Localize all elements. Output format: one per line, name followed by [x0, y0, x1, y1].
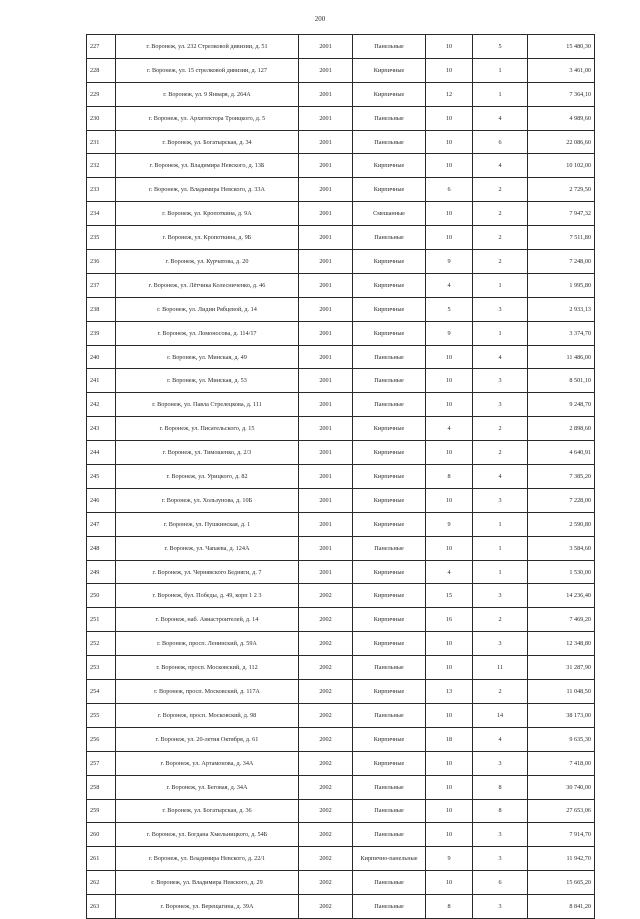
floors-cell: 9 — [426, 321, 473, 345]
address-cell: г. Воронеж, ул. Урицкого, д. 82 — [116, 465, 299, 489]
address-cell: г. Воронеж, бул. Победы, д. 49, корп 1 2 3 — [116, 584, 299, 608]
row-number: 232 — [87, 154, 116, 178]
year-cell: 2001 — [299, 130, 353, 154]
entrances-cell: 4 — [473, 106, 528, 130]
row-number: 255 — [87, 703, 116, 727]
area-cell: 11 942,70 — [528, 847, 595, 871]
table-row — [87, 154, 595, 178]
table-row — [87, 178, 595, 202]
table-row — [87, 417, 595, 441]
entrances-cell: 1 — [473, 512, 528, 536]
wall-material-cell: Кирпичные — [353, 632, 426, 656]
table-row — [87, 847, 595, 871]
area-cell: 11 048,50 — [528, 680, 595, 704]
area-cell: 7 947,32 — [528, 202, 595, 226]
area-cell: 27 653,06 — [528, 799, 595, 823]
area-cell: 9 248,70 — [528, 393, 595, 417]
entrances-cell: 1 — [473, 273, 528, 297]
address-cell: г. Воронеж, ул. Владимира Невского, д. 29 — [116, 871, 299, 895]
year-cell: 2001 — [299, 465, 353, 489]
address-cell: г. Воронеж, ул. Беговая, д. 34А — [116, 775, 299, 799]
area-cell: 3 584,60 — [528, 536, 595, 560]
area-cell: 7 364,10 — [528, 82, 595, 106]
area-cell: 7 385,20 — [528, 465, 595, 489]
entrances-cell: 2 — [473, 680, 528, 704]
table-row — [87, 58, 595, 82]
address-cell: г. Воронеж, ул. Хользунова, д. 10Б — [116, 488, 299, 512]
row-number: 249 — [87, 560, 116, 584]
entrances-cell: 2 — [473, 178, 528, 202]
floors-cell: 10 — [426, 441, 473, 465]
entrances-cell: 4 — [473, 465, 528, 489]
row-number: 228 — [87, 58, 116, 82]
address-cell: г. Воронеж, ул. Артамонова, д. 34А — [116, 751, 299, 775]
address-cell: г. Воронеж, наб. Авиастроителей, д. 14 — [116, 608, 299, 632]
entrances-cell: 6 — [473, 871, 528, 895]
area-cell: 7 418,00 — [528, 751, 595, 775]
year-cell: 2002 — [299, 799, 353, 823]
table-row — [87, 775, 595, 799]
row-number: 254 — [87, 680, 116, 704]
area-cell: 15 665,20 — [528, 871, 595, 895]
floors-cell: 10 — [426, 35, 473, 59]
wall-material-cell: Панельные — [353, 106, 426, 130]
area-cell: 4 640,91 — [528, 441, 595, 465]
wall-material-cell: Кирпичные — [353, 441, 426, 465]
entrances-cell: 4 — [473, 345, 528, 369]
area-cell: 2 933,13 — [528, 297, 595, 321]
year-cell: 2002 — [299, 608, 353, 632]
wall-material-cell: Кирпичные — [353, 82, 426, 106]
wall-material-cell: Кирпичные — [353, 321, 426, 345]
table-row — [87, 273, 595, 297]
area-cell: 8 501,10 — [528, 369, 595, 393]
year-cell: 2002 — [299, 775, 353, 799]
address-cell: г. Воронеж, ул. Курчатова, д. 20 — [116, 250, 299, 274]
area-cell: 38 173,00 — [528, 703, 595, 727]
address-cell: г. Воронеж, ул. Минская, д. 49 — [116, 345, 299, 369]
row-number: 252 — [87, 632, 116, 656]
address-cell: г. Воронеж, ул. Лидии Рябцевой, д. 14 — [116, 297, 299, 321]
year-cell: 2001 — [299, 178, 353, 202]
row-number: 231 — [87, 130, 116, 154]
table-row — [87, 584, 595, 608]
wall-material-cell: Кирпично-панельные — [353, 847, 426, 871]
address-cell: г. Воронеж, ул. Тимошенко, д. 2/3 — [116, 441, 299, 465]
address-cell: г. Воронеж, ул. Пушкинская, д. 1 — [116, 512, 299, 536]
address-cell: г. Воронеж, ул. Верещагина, д. 39А — [116, 895, 299, 919]
address-cell: г. Воронеж, ул. 232 Стрелковой дивизии, д. 51 — [116, 35, 299, 59]
row-number: 239 — [87, 321, 116, 345]
floors-cell: 4 — [426, 560, 473, 584]
year-cell: 2001 — [299, 417, 353, 441]
wall-material-cell: Панельные — [353, 703, 426, 727]
wall-material-cell: Панельные — [353, 895, 426, 919]
address-cell: г. Воронеж, ул. Ломоносова, д. 114/17 — [116, 321, 299, 345]
entrances-cell: 3 — [473, 297, 528, 321]
wall-material-cell: Кирпичные — [353, 608, 426, 632]
row-number: 253 — [87, 656, 116, 680]
row-number: 263 — [87, 895, 116, 919]
table-row — [87, 488, 595, 512]
wall-material-cell: Панельные — [353, 393, 426, 417]
area-cell: 1 995,80 — [528, 273, 595, 297]
address-cell: г. Воронеж, просп. Московский, д. 98 — [116, 703, 299, 727]
entrances-cell: 2 — [473, 226, 528, 250]
floors-cell: 13 — [426, 680, 473, 704]
area-cell: 7 228,00 — [528, 488, 595, 512]
floors-cell: 5 — [426, 297, 473, 321]
year-cell: 2001 — [299, 512, 353, 536]
address-cell: г. Воронеж, ул. 9 Января, д. 264А — [116, 82, 299, 106]
entrances-cell: 14 — [473, 703, 528, 727]
floors-cell: 4 — [426, 273, 473, 297]
floors-cell: 10 — [426, 799, 473, 823]
wall-material-cell: Смешанные — [353, 202, 426, 226]
table-row — [87, 727, 595, 751]
wall-material-cell: Кирпичные — [353, 584, 426, 608]
floors-cell: 10 — [426, 775, 473, 799]
table-row — [87, 536, 595, 560]
wall-material-cell: Панельные — [353, 775, 426, 799]
entrances-cell: 8 — [473, 799, 528, 823]
year-cell: 2001 — [299, 536, 353, 560]
table-row — [87, 465, 595, 489]
wall-material-cell: Панельные — [353, 656, 426, 680]
table-row — [87, 321, 595, 345]
row-number: 247 — [87, 512, 116, 536]
wall-material-cell: Кирпичные — [353, 154, 426, 178]
area-cell: 30 740,00 — [528, 775, 595, 799]
year-cell: 2001 — [299, 321, 353, 345]
entrances-cell: 4 — [473, 154, 528, 178]
area-cell: 12 348,80 — [528, 632, 595, 656]
entrances-cell: 2 — [473, 441, 528, 465]
entrances-cell: 3 — [473, 393, 528, 417]
floors-cell: 10 — [426, 58, 473, 82]
year-cell: 2001 — [299, 393, 353, 417]
address-cell: г. Воронеж, ул. Кропоткина, д. 9А — [116, 202, 299, 226]
wall-material-cell: Кирпичные — [353, 58, 426, 82]
wall-material-cell: Панельные — [353, 130, 426, 154]
table-row — [87, 106, 595, 130]
row-number: 258 — [87, 775, 116, 799]
year-cell: 2001 — [299, 226, 353, 250]
entrances-cell: 3 — [473, 751, 528, 775]
year-cell: 2001 — [299, 345, 353, 369]
area-cell: 2 898,60 — [528, 417, 595, 441]
year-cell: 2002 — [299, 703, 353, 727]
address-cell: г. Воронеж, просп. Ленинский, д. 59А — [116, 632, 299, 656]
year-cell: 2002 — [299, 632, 353, 656]
wall-material-cell: Панельные — [353, 369, 426, 393]
area-cell: 8 841,20 — [528, 895, 595, 919]
area-cell: 11 486,00 — [528, 345, 595, 369]
entrances-cell: 1 — [473, 536, 528, 560]
wall-material-cell: Панельные — [353, 871, 426, 895]
year-cell: 2002 — [299, 871, 353, 895]
wall-material-cell: Кирпичные — [353, 560, 426, 584]
year-cell: 2001 — [299, 488, 353, 512]
year-cell: 2001 — [299, 297, 353, 321]
floors-cell: 10 — [426, 393, 473, 417]
wall-material-cell: Панельные — [353, 226, 426, 250]
row-number: 262 — [87, 871, 116, 895]
table-row — [87, 871, 595, 895]
table-row — [87, 632, 595, 656]
entrances-cell: 1 — [473, 560, 528, 584]
floors-cell: 8 — [426, 895, 473, 919]
address-cell: г. Воронеж, ул. Чернявского Бедняги, д. 7 — [116, 560, 299, 584]
area-cell: 4 989,60 — [528, 106, 595, 130]
entrances-cell: 1 — [473, 321, 528, 345]
year-cell: 2002 — [299, 895, 353, 919]
year-cell: 2001 — [299, 202, 353, 226]
entrances-cell: 5 — [473, 35, 528, 59]
registry-table-body — [87, 35, 595, 919]
floors-cell: 10 — [426, 871, 473, 895]
floors-cell: 10 — [426, 345, 473, 369]
wall-material-cell: Кирпичные — [353, 417, 426, 441]
row-number: 250 — [87, 584, 116, 608]
entrances-cell: 2 — [473, 202, 528, 226]
year-cell: 2001 — [299, 35, 353, 59]
year-cell: 2002 — [299, 727, 353, 751]
table-row — [87, 82, 595, 106]
row-number: 260 — [87, 823, 116, 847]
table-row — [87, 297, 595, 321]
row-number: 233 — [87, 178, 116, 202]
floors-cell: 10 — [426, 536, 473, 560]
wall-material-cell: Панельные — [353, 536, 426, 560]
floors-cell: 10 — [426, 202, 473, 226]
wall-material-cell: Панельные — [353, 823, 426, 847]
table-row — [87, 369, 595, 393]
row-number: 234 — [87, 202, 116, 226]
year-cell: 2002 — [299, 823, 353, 847]
entrances-cell: 3 — [473, 823, 528, 847]
row-number: 246 — [87, 488, 116, 512]
entrances-cell: 8 — [473, 775, 528, 799]
entrances-cell: 3 — [473, 632, 528, 656]
area-cell: 7 248,00 — [528, 250, 595, 274]
row-number: 257 — [87, 751, 116, 775]
wall-material-cell: Панельные — [353, 799, 426, 823]
floors-cell: 10 — [426, 226, 473, 250]
floors-cell: 10 — [426, 369, 473, 393]
entrances-cell: 2 — [473, 608, 528, 632]
entrances-cell: 2 — [473, 417, 528, 441]
year-cell: 2001 — [299, 560, 353, 584]
year-cell: 2001 — [299, 82, 353, 106]
table-row — [87, 441, 595, 465]
address-cell: г. Воронеж, ул. Богдана Хмельницкого, д. 54Б — [116, 823, 299, 847]
address-cell: г. Воронеж, ул. 15 стрелковой дивизии, д. 127 — [116, 58, 299, 82]
row-number: 244 — [87, 441, 116, 465]
floors-cell: 10 — [426, 656, 473, 680]
wall-material-cell: Панельные — [353, 35, 426, 59]
area-cell: 3 374,70 — [528, 321, 595, 345]
floors-cell: 10 — [426, 154, 473, 178]
table-row — [87, 226, 595, 250]
row-number: 227 — [87, 35, 116, 59]
table-row — [87, 680, 595, 704]
row-number: 229 — [87, 82, 116, 106]
wall-material-cell: Кирпичные — [353, 297, 426, 321]
entrances-cell: 3 — [473, 584, 528, 608]
floors-cell: 16 — [426, 608, 473, 632]
floors-cell: 15 — [426, 584, 473, 608]
year-cell: 2001 — [299, 441, 353, 465]
year-cell: 2001 — [299, 154, 353, 178]
address-cell: г. Воронеж, ул. Владимира Невского, д. 22/1 — [116, 847, 299, 871]
area-cell: 15 480,30 — [528, 35, 595, 59]
address-cell: г. Воронеж, ул. Чапаева, д. 124А — [116, 536, 299, 560]
page-number: 200 — [314, 15, 326, 23]
address-cell: г. Воронеж, ул. Богатырская, д. 36 — [116, 799, 299, 823]
floors-cell: 9 — [426, 847, 473, 871]
row-number: 261 — [87, 847, 116, 871]
year-cell: 2001 — [299, 106, 353, 130]
area-cell: 2 590,80 — [528, 512, 595, 536]
floors-cell: 10 — [426, 823, 473, 847]
row-number: 235 — [87, 226, 116, 250]
area-cell: 1 530,00 — [528, 560, 595, 584]
address-cell: г. Воронеж, просп. Московский, д. 117А — [116, 680, 299, 704]
table-row — [87, 393, 595, 417]
floors-cell: 10 — [426, 751, 473, 775]
entrances-cell: 4 — [473, 727, 528, 751]
wall-material-cell: Кирпичные — [353, 488, 426, 512]
table-row — [87, 703, 595, 727]
floors-cell: 9 — [426, 512, 473, 536]
area-cell: 2 729,50 — [528, 178, 595, 202]
wall-material-cell: Кирпичные — [353, 273, 426, 297]
row-number: 256 — [87, 727, 116, 751]
wall-material-cell: Кирпичные — [353, 465, 426, 489]
area-cell: 31 287,90 — [528, 656, 595, 680]
entrances-cell: 3 — [473, 895, 528, 919]
wall-material-cell: Кирпичные — [353, 751, 426, 775]
row-number: 242 — [87, 393, 116, 417]
row-number: 238 — [87, 297, 116, 321]
row-number: 240 — [87, 345, 116, 369]
entrances-cell: 1 — [473, 58, 528, 82]
table-row — [87, 130, 595, 154]
table-row — [87, 35, 595, 59]
floors-cell: 10 — [426, 488, 473, 512]
table-row — [87, 895, 595, 919]
table-row — [87, 345, 595, 369]
row-number: 243 — [87, 417, 116, 441]
row-number: 230 — [87, 106, 116, 130]
table-row — [87, 608, 595, 632]
row-number: 241 — [87, 369, 116, 393]
wall-material-cell: Панельные — [353, 345, 426, 369]
entrances-cell: 3 — [473, 369, 528, 393]
address-cell: г. Воронеж, ул. Павла Стрелецкова, д. 111 — [116, 393, 299, 417]
table-row — [87, 250, 595, 274]
year-cell: 2002 — [299, 656, 353, 680]
area-cell: 14 236,40 — [528, 584, 595, 608]
entrances-cell: 2 — [473, 250, 528, 274]
wall-material-cell: Кирпичные — [353, 250, 426, 274]
address-cell: г. Воронеж, ул. Лётчика Колесниченко, д. 46 — [116, 273, 299, 297]
table-row — [87, 751, 595, 775]
table-row — [87, 656, 595, 680]
row-number: 248 — [87, 536, 116, 560]
area-cell: 7 511,80 — [528, 226, 595, 250]
floors-cell: 10 — [426, 632, 473, 656]
entrances-cell: 3 — [473, 847, 528, 871]
area-cell: 10 102,00 — [528, 154, 595, 178]
row-number: 236 — [87, 250, 116, 274]
wall-material-cell: Кирпичные — [353, 512, 426, 536]
address-cell: г. Воронеж, ул. Владимира Невского, д. 13Б — [116, 154, 299, 178]
floors-cell: 8 — [426, 465, 473, 489]
address-cell: г. Воронеж, просп. Московский, д. 112 — [116, 656, 299, 680]
floors-cell: 9 — [426, 250, 473, 274]
floors-cell: 10 — [426, 130, 473, 154]
year-cell: 2002 — [299, 751, 353, 775]
area-cell: 22 086,60 — [528, 130, 595, 154]
address-cell: г. Воронеж, ул. Архитектора Троицкого, д. 5 — [116, 106, 299, 130]
year-cell: 2002 — [299, 847, 353, 871]
entrances-cell: 11 — [473, 656, 528, 680]
row-number: 237 — [87, 273, 116, 297]
year-cell: 2002 — [299, 680, 353, 704]
floors-cell: 12 — [426, 82, 473, 106]
floors-cell: 10 — [426, 703, 473, 727]
wall-material-cell: Кирпичные — [353, 178, 426, 202]
area-cell: 7 914,70 — [528, 823, 595, 847]
row-number: 251 — [87, 608, 116, 632]
table-row — [87, 799, 595, 823]
table-row — [87, 202, 595, 226]
entrances-cell: 3 — [473, 488, 528, 512]
table-row — [87, 512, 595, 536]
housing-registry-table — [86, 34, 595, 919]
year-cell: 2001 — [299, 250, 353, 274]
address-cell: г. Воронеж, ул. Владимира Невского, д. 33А — [116, 178, 299, 202]
floors-cell: 6 — [426, 178, 473, 202]
area-cell: 7 469,20 — [528, 608, 595, 632]
floors-cell: 18 — [426, 727, 473, 751]
floors-cell: 10 — [426, 106, 473, 130]
area-cell: 9 635,30 — [528, 727, 595, 751]
year-cell: 2002 — [299, 584, 353, 608]
row-number: 259 — [87, 799, 116, 823]
table-row — [87, 823, 595, 847]
address-cell: г. Воронеж, ул. Писательского, д. 15 — [116, 417, 299, 441]
year-cell: 2001 — [299, 369, 353, 393]
area-cell: 3 461,00 — [528, 58, 595, 82]
wall-material-cell: Кирпичные — [353, 727, 426, 751]
address-cell: г. Воронеж, ул. Кропоткина, д. 9Б — [116, 226, 299, 250]
wall-material-cell: Кирпичные — [353, 680, 426, 704]
table-row — [87, 560, 595, 584]
address-cell: г. Воронеж, ул. Минская, д. 53 — [116, 369, 299, 393]
row-number: 245 — [87, 465, 116, 489]
floors-cell: 4 — [426, 417, 473, 441]
address-cell: г. Воронеж, ул. Богатырская, д. 34 — [116, 130, 299, 154]
address-cell: г. Воронеж, ул. 20-летия Октября, д. 61 — [116, 727, 299, 751]
year-cell: 2001 — [299, 58, 353, 82]
entrances-cell: 1 — [473, 82, 528, 106]
year-cell: 2001 — [299, 273, 353, 297]
entrances-cell: 6 — [473, 130, 528, 154]
